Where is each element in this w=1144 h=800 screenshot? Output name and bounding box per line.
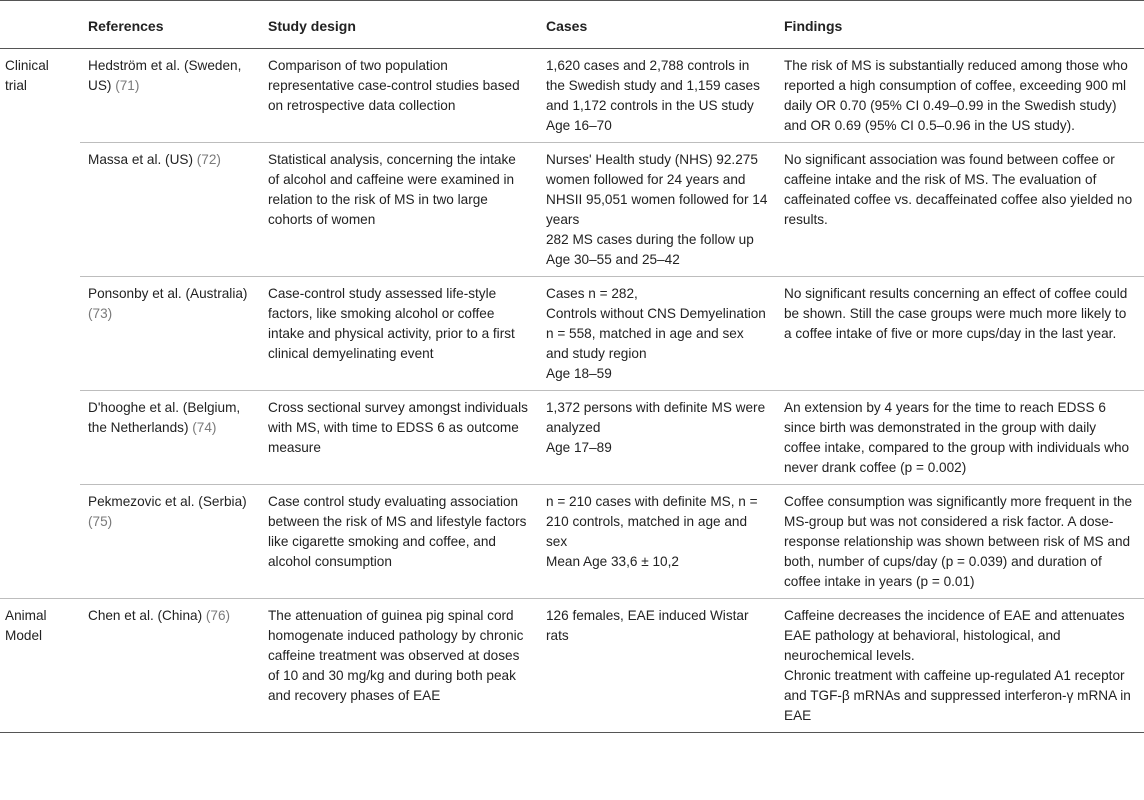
reference-text: Ponsonby et al. (Australia) [88, 286, 248, 301]
findings-line: Chronic treatment with caffeine up-regulated A1 receptor and TGF-β mRNAs and suppressed interferon-γ mRNA in EAE [784, 668, 1131, 723]
cases-line: 282 MS cases during the follow up [546, 232, 754, 247]
reference-cell [80, 485, 260, 599]
cases-line: Age 30–55 and 25–42 [546, 252, 680, 267]
category-cell: Clinical trial [5, 58, 49, 93]
design-cell: Comparison of two population representative case-control studies based on retrospective data collection [260, 49, 538, 143]
findings-line: The risk of MS is substantially reduced among those who reported a high consumption of coffee, exceeding 900 ml daily OR 0.70 (95% CI 0.49–0.99 in the Swedish study) and OR 0.69 (95% CI 0.5–0.96 in the US study). [784, 58, 1128, 133]
table-row [0, 485, 1144, 599]
design-cell: Case control study evaluating association between the risk of MS and lifestyle factors like cigarette smoking and coffee, and alcohol consumption [260, 485, 538, 599]
table-row [0, 143, 1144, 277]
cases-line: Age 18–59 [546, 366, 612, 381]
reference-cell [80, 277, 260, 391]
category-cell: Animal Model [0, 599, 80, 733]
findings-cell [776, 49, 1144, 143]
reference-link[interactable]: (75) [88, 514, 113, 529]
cases-line: 126 females, EAE induced Wistar rats [546, 608, 749, 643]
cases-line: Age 17–89 [546, 440, 612, 455]
reference-cell [80, 391, 260, 485]
table-row [0, 391, 1144, 485]
cases-line: Mean Age 33,6 ± 10,2 [546, 554, 679, 569]
cases-cell [538, 143, 776, 277]
category-cell [0, 277, 80, 391]
findings-line: Coffee consumption was significantly more frequent in the MS-group but was not considered a risk factor. A dose-response relationship was shown between risk of MS and both, number of cups/day (p = 0.039) and duration of coffee intake in years (p = 0.01) [784, 494, 1133, 589]
findings-line: No significant association was found between coffee or caffeine intake and the risk of MS. The evaluation of caffeinated coffee vs. decaffeinated coffee also yielded no results. [784, 152, 1133, 227]
reference-text: Pekmezovic et al. (Serbia) [88, 494, 247, 509]
reference-cell [80, 49, 260, 143]
category-cell [0, 143, 80, 277]
reference-link[interactable]: (76) [205, 608, 231, 623]
cases-cell [538, 391, 776, 485]
category-cell [0, 485, 80, 599]
reference-cell [80, 599, 260, 733]
category-cell [0, 391, 80, 485]
reference-text: Hedström et al. (Sweden, US) [88, 58, 242, 93]
reference-text: Massa et al. (US) [88, 152, 193, 167]
reference-cell [80, 143, 260, 277]
cases-cell [538, 599, 776, 733]
cases-cell [538, 49, 776, 143]
findings-cell [776, 143, 1144, 277]
table-row [0, 277, 1144, 391]
cases-line: n = 210 cases with definite MS, n = 210 controls, matched in age and sex [546, 494, 758, 549]
header-references: References [80, 1, 260, 49]
cases-cell [538, 485, 776, 599]
findings-cell [776, 485, 1144, 599]
table-row [0, 599, 1144, 733]
reference-text: D'hooghe et al. (Belgium, the Netherlands) [88, 400, 241, 435]
header-findings: Findings [776, 1, 1144, 49]
findings-cell [776, 277, 1144, 391]
header-category [0, 1, 80, 49]
reference-link[interactable]: (72) [196, 152, 221, 167]
header-cases: Cases [538, 1, 776, 49]
design-cell: Cross sectional survey amongst individuals with MS, with time to EDSS 6 as outcome measure [260, 391, 538, 485]
cases-line: 1,372 persons with definite MS were analyzed [546, 400, 766, 435]
cases-cell [538, 277, 776, 391]
design-cell: Statistical analysis, concerning the intake of alcohol and caffeine were examined in relation to the risk of MS in two large cohorts of women [260, 143, 538, 277]
findings-cell [776, 599, 1144, 733]
design-cell: The attenuation of guinea pig spinal cord homogenate induced pathology by chronic caffeine treatment was observed at doses of 10 and 30 mg/kg and during both peak and recovery phases of EAE [260, 599, 538, 733]
design-cell: Case-control study assessed life-style factors, like smoking alcohol or coffee intake and physical activity, prior to a first clinical demyelinating event [260, 277, 538, 391]
reference-link[interactable]: (71) [115, 78, 140, 93]
cases-line: 1,620 cases and 2,788 controls in the Swedish study and 1,159 cases and 1,172 controls in the US study [546, 58, 760, 113]
findings-cell [776, 391, 1144, 485]
findings-line: Caffeine decreases the incidence of EAE and attenuates EAE pathology at behavioral, histological, and neurochemical levels. [784, 608, 1125, 663]
findings-line: No significant results concerning an effect of coffee could be shown. Still the case groups were much more likely to a coffee intake of five or more cups/day in the last year. [784, 286, 1128, 341]
header-study-design: Study design [260, 1, 538, 49]
findings-line: An extension by 4 years for the time to reach EDSS 6 since birth was demonstrated in the group with daily coffee intake, compared to the group with individuals who never drank coffee (p = 0.002) [784, 400, 1130, 475]
cases-line: Nurses' Health study (NHS) 92.275 women followed for 24 years and NHSII 95,051 women followed for 14 years [546, 152, 768, 227]
cases-line: Cases n = 282, [546, 286, 638, 301]
table-row [0, 49, 1144, 143]
reference-link[interactable]: (73) [88, 306, 113, 321]
reference-link[interactable]: (74) [192, 420, 217, 435]
reference-text: Chen et al. (China) [88, 608, 203, 623]
cases-line: Age 16–70 [546, 118, 612, 133]
header-row [0, 1, 1144, 49]
cases-line: Controls without CNS Demyelination n = 558, matched in age and sex and study region [546, 306, 766, 361]
